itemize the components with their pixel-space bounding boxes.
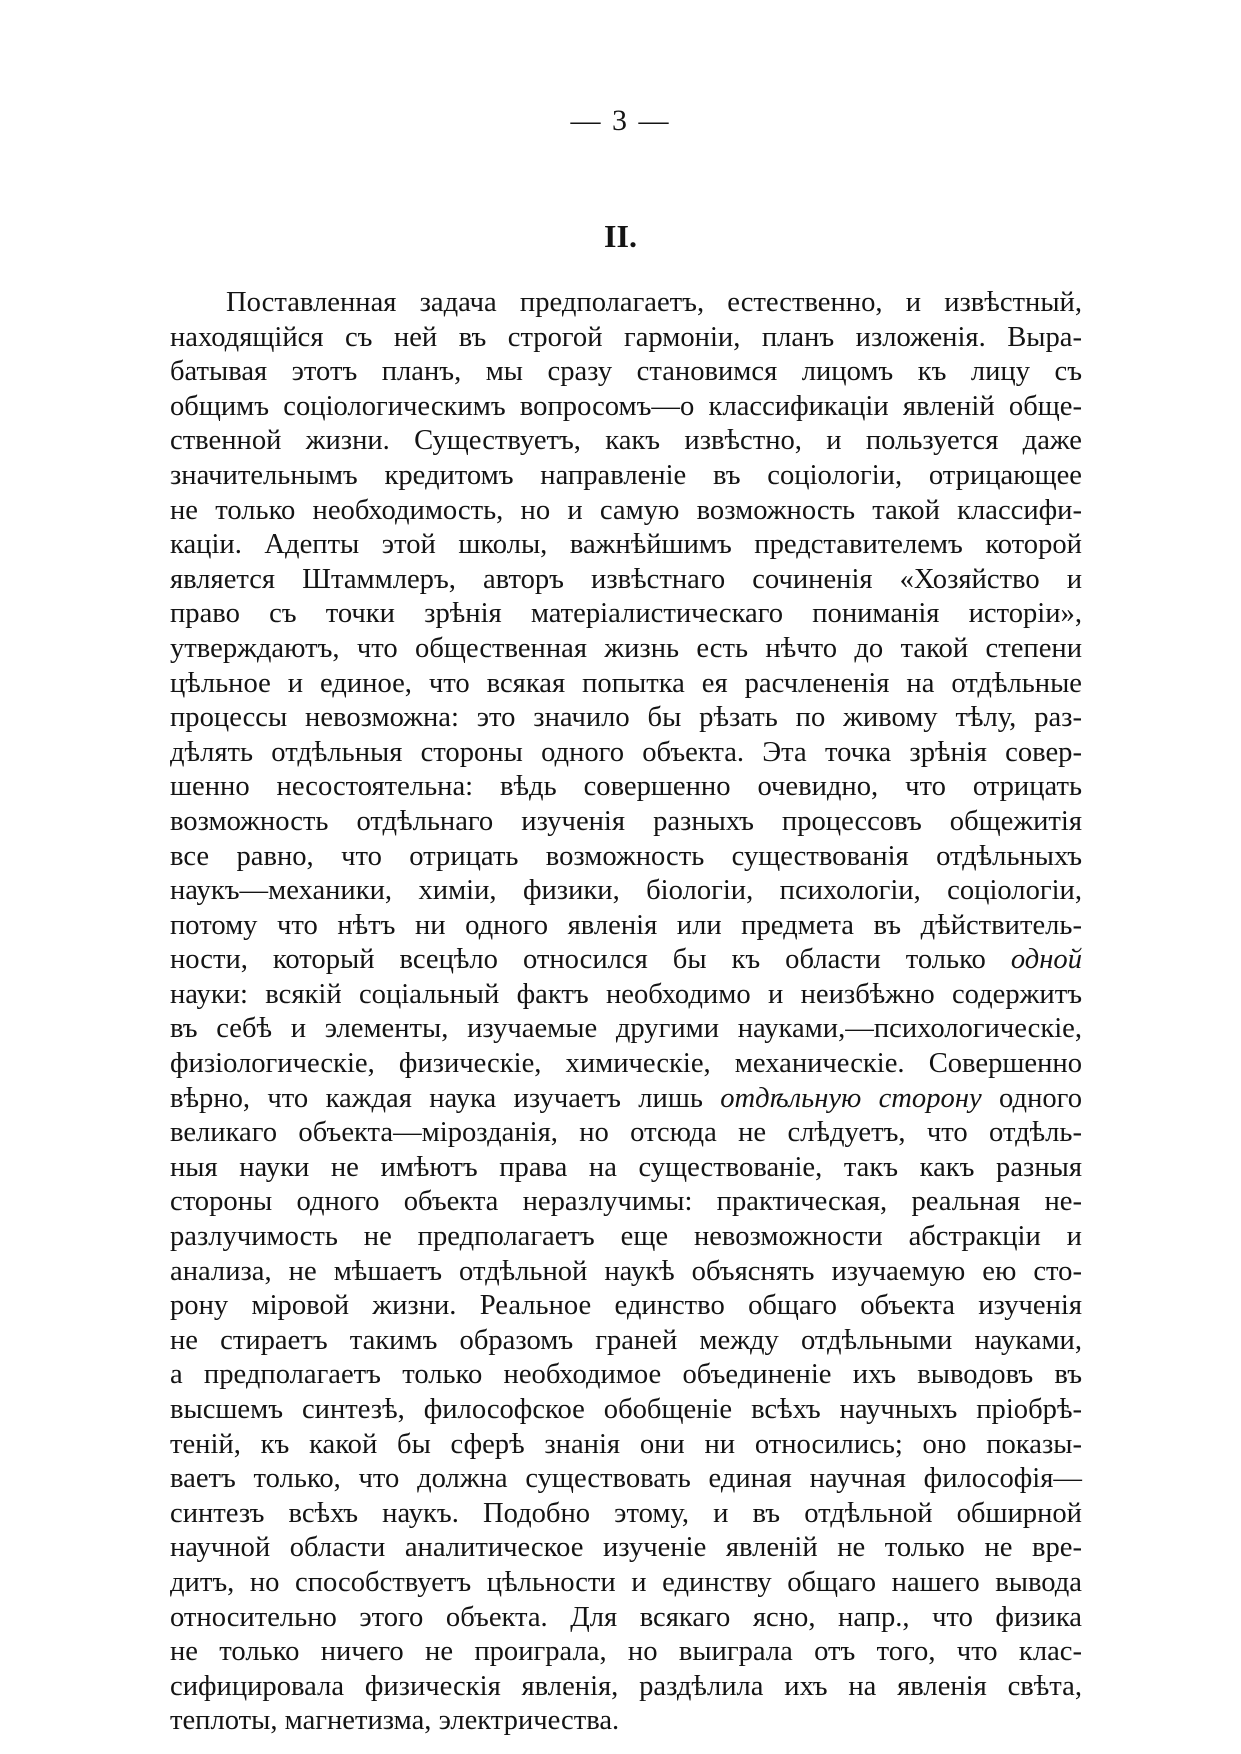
text-line: ныя науки не имѣютъ права на существованіе, такъ какъ разныя xyxy=(170,1151,1082,1183)
text-line: разлучимость не предполагаетъ еще невозможности абстракціи и xyxy=(170,1221,1082,1253)
text-line: синтезъ всѣхъ наукъ. Подобно этому, и въ отдѣльной обширной xyxy=(170,1497,1082,1529)
text-line: теній, къ какой бы сферѣ знанія они ни относились; оно показы- xyxy=(170,1428,1082,1460)
text-line: сифицировала физическія явленія, раздѣлила ихъ на явленія свѣта, xyxy=(170,1670,1082,1702)
text-line: дитъ, но способствуетъ цѣльности и единству общаго нашего вывода xyxy=(170,1566,1082,1598)
text-segment: ности, который всецѣло относился бы къ области только xyxy=(170,944,1011,976)
emphasized-text: одной xyxy=(1010,944,1082,976)
text-line: потому что нѣтъ ни одного явленія или предмета въ дѣйствитель- xyxy=(170,909,1082,941)
text-line: право съ точки зрѣнія матеріалистическаго пониманія исторіи», xyxy=(170,598,1082,630)
page-number: — 3 — xyxy=(570,104,671,137)
text-line: наукъ—механики, химіи, физики, біологіи, психологіи, соціологіи, xyxy=(170,875,1082,907)
text-line: рону міровой жизни. Реальное единство общаго объекта изученія xyxy=(170,1290,1082,1322)
text-line: въ себѣ и элементы, изучаемые другими науками,—психологическіе, xyxy=(170,1013,1082,1045)
text-segment: одного xyxy=(981,1082,1082,1114)
text-line: не только ничего не проиграла, но выиграла отъ того, что клас- xyxy=(170,1636,1082,1668)
text-line: дѣлять отдѣльныя стороны одного объекта. Эта точка зрѣнія совер- xyxy=(170,736,1082,768)
text-line: науки: всякій соціальный фактъ необходимо и неизбѣжно содержитъ xyxy=(170,978,1082,1010)
text-segment: вѣрно, что каждая наука изучаетъ лишь xyxy=(170,1082,721,1114)
text-line xyxy=(170,1082,1082,1117)
text-line: физіологическіе, физическіе, химическіе, механическіе. Совершенно xyxy=(170,1048,1082,1080)
text-line: все равно, что отрицать возможность существованія отдѣльныхъ xyxy=(170,840,1082,872)
text-line: научной области аналитическое изученіе явленій не только не вре- xyxy=(170,1532,1082,1564)
text-line: стороны одного объекта неразлучимы: практическая, реальная не- xyxy=(170,1186,1082,1218)
text-line: цѣльное и единое, что всякая попытка ея расчлененія на отдѣльные xyxy=(170,667,1082,699)
text-line: ваетъ только, что должна существовать единая научная философія— xyxy=(170,1463,1082,1495)
text-line: возможность отдѣльнаго изученія разныхъ процессовъ общежитія xyxy=(170,805,1082,837)
text-line: находящійся съ ней въ строгой гармоніи, планъ изложенія. Выра- xyxy=(170,321,1082,353)
text-line: ственной жизни. Существуетъ, какъ извѣстно, и пользуется даже xyxy=(170,425,1082,457)
text-line: значительнымъ кредитомъ направленіе въ соціологіи, отрицающее xyxy=(170,459,1082,491)
text-line: утверждаютъ, что общественная жизнь есть нѣчто до такой степени xyxy=(170,632,1082,664)
text-line: шенно несостоятельна: вѣдь совершенно очевидно, что отрицать xyxy=(170,771,1082,803)
text-line: общимъ соціологическимъ вопросомъ—о классификаціи явленій обще- xyxy=(170,390,1082,422)
text-line: а предполагаетъ только необходимое объединеніе ихъ выводовъ въ xyxy=(170,1359,1082,1391)
text-line: процессы невозможна: это значило бы рѣзать по живому тѣлу, раз- xyxy=(170,702,1082,734)
text-line: каціи. Адепты этой школы, важнѣйшимъ представителемъ которой xyxy=(170,529,1082,561)
text-line: теплоты, магнетизма, электричества. xyxy=(170,1705,620,1737)
text-line xyxy=(170,943,1082,978)
text-line: Поставленная задача предполагаетъ, естественно, и извѣстный, xyxy=(226,287,1082,318)
text-line: не стираетъ такимъ образомъ граней между отдѣльными науками, xyxy=(170,1324,1082,1356)
emphasized-text: отдѣльную сторону xyxy=(720,1082,982,1114)
body-paragraph xyxy=(170,286,1082,1739)
text-line: не только необходимость, но и самую возможность такой классифи- xyxy=(170,494,1082,526)
text-line: относительно этого объекта. Для всякаго ясно, напр., что физика xyxy=(170,1601,1082,1633)
text-line: батывая этотъ планъ, мы сразу становимся лицомъ къ лицу съ xyxy=(170,356,1082,388)
text-line: анализа, не мѣшаетъ отдѣльной наукѣ объяснять изучаемую ею сто- xyxy=(170,1255,1082,1287)
text-line: высшемъ синтезѣ, философское обобщеніе всѣхъ научныхъ пріобрѣ- xyxy=(170,1394,1082,1425)
text-line: великаго объекта—мірозданія, но отсюда не слѣдуетъ, что отдѣль- xyxy=(170,1117,1082,1149)
text-line: является Штаммлеръ, авторъ извѣстнаго сочиненія «Хозяйство и xyxy=(170,563,1082,595)
section-heading: II. xyxy=(604,218,637,254)
